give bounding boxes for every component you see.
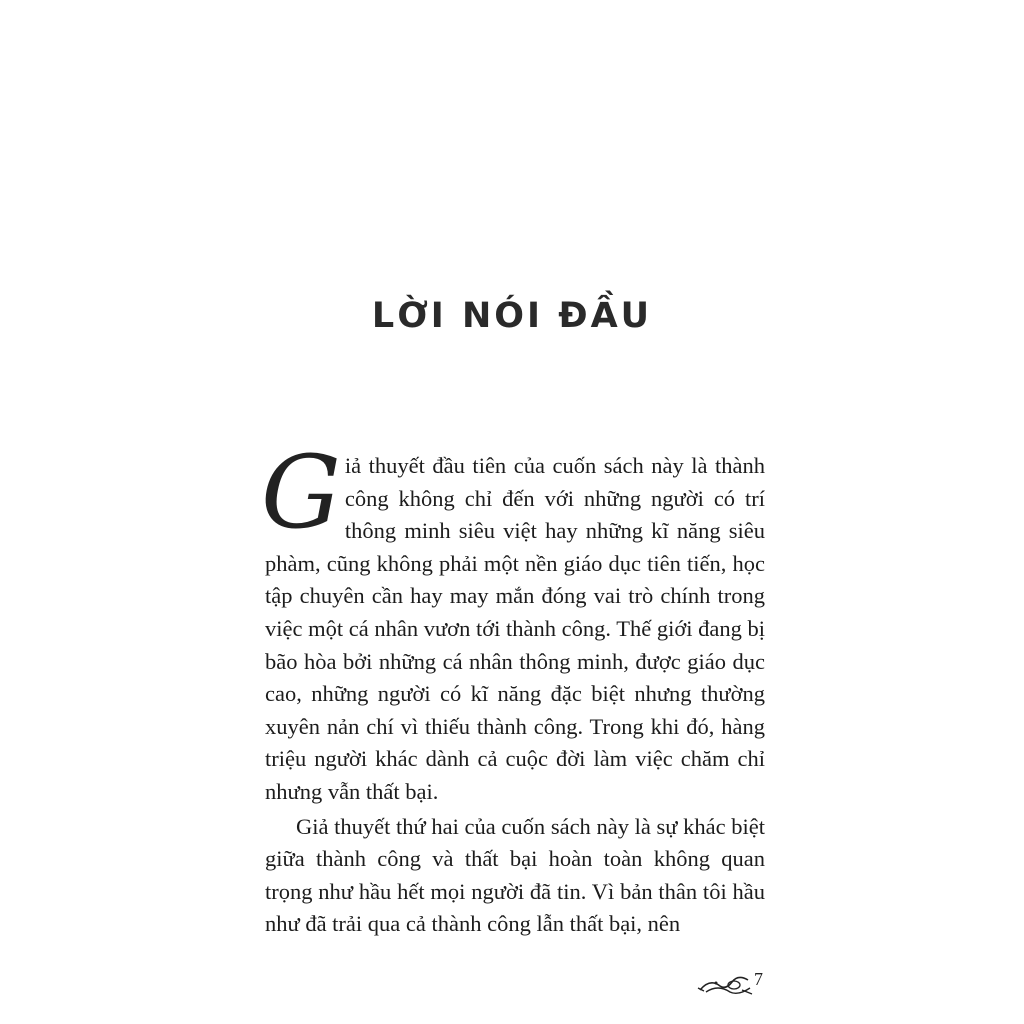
ornament-icon bbox=[696, 970, 756, 996]
page-number: 7 bbox=[754, 969, 763, 989]
paragraph-1 bbox=[261, 434, 765, 809]
paragraph-2 bbox=[265, 811, 765, 941]
body-text bbox=[261, 434, 765, 941]
page-footer bbox=[696, 968, 776, 998]
chapter-title: LỜI NÓI ĐẦU bbox=[371, 296, 653, 336]
paragraph-1-text: iả thuyết đầu tiên của cuốn sách này là thành công không chỉ đến với những người có trí thông minh siêu việt hay những kĩ năng siêu phàm, cũng không phải một nền giáo dục tiên tiến, học tập chuyên cần hay may mắn đóng vai trò chính trong việc một cá nhân vươn tới thành công. Thế giới đang bị bão hòa bởi những cá nhân thông minh, được giáo dục cao, những người có kĩ năng đặc biệt nhưng thường xuyên nản chí vì thiếu thành công. Trong khi đó, hàng triệu người khác dành cả cuộc đời làm việc chăm chỉ nhưng vẫn thất bại. bbox=[265, 453, 765, 804]
paragraph-2-text: Giả thuyết thứ hai của cuốn sách này là sự khác biệt giữa thành công và thất bại hoàn toàn không quan trọng như hầu hết mọi người đã tin. Vì bản thân tôi hầu như đã trải qua cả thành công lẫn thất bại, nên bbox=[265, 813, 765, 937]
drop-cap: G bbox=[261, 434, 341, 551]
